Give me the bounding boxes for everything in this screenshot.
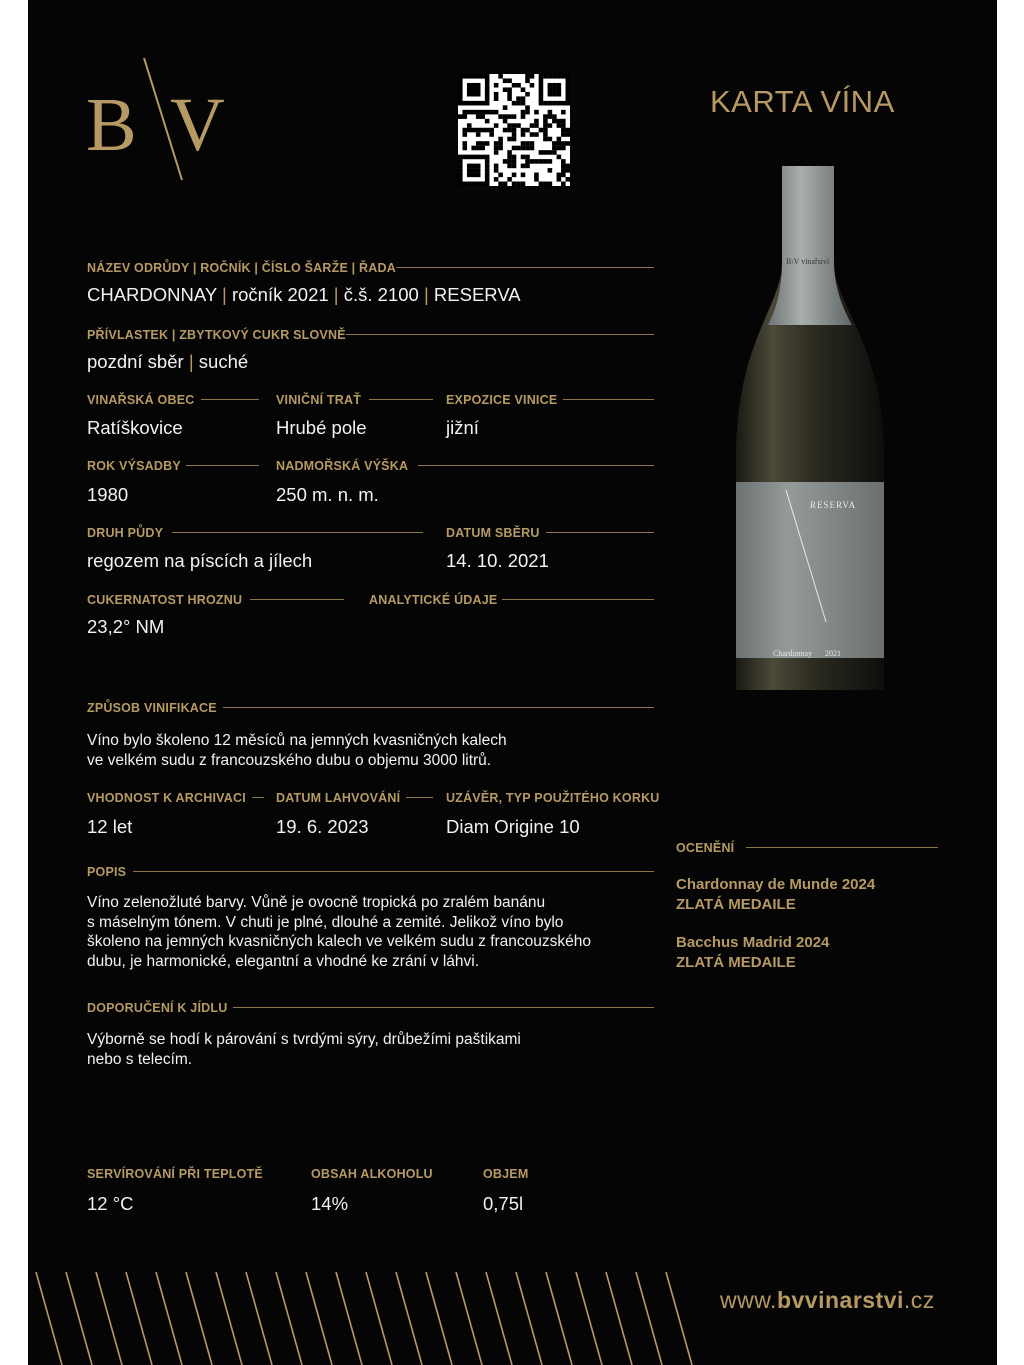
- value-closure: Diam Origine 10: [446, 816, 580, 837]
- svg-text:V: V: [170, 83, 225, 167]
- label-awards: OCENĚNÍ: [676, 841, 735, 855]
- label-alcohol: OBSAH ALKOHOLU: [311, 1167, 433, 1181]
- divider: [223, 707, 654, 708]
- website-link[interactable]: www.bvvinarstvi.cz: [720, 1287, 935, 1313]
- wine-card: [28, 0, 997, 1365]
- value-volume: 0,75l: [483, 1193, 524, 1214]
- text-line: nebo s telecím.: [87, 1050, 193, 1068]
- divider: [502, 599, 654, 600]
- value-harvest-date: 14. 10. 2021: [446, 550, 549, 571]
- value-attribute-line: pozdní sběr | suché: [87, 351, 249, 372]
- svg-text:B: B: [86, 83, 137, 167]
- value-altitude: 250 m. n. m.: [276, 484, 379, 505]
- food-text: [87, 1030, 657, 1069]
- divider: [418, 465, 654, 466]
- text-line: Víno bylo školeno 12 měsíců na jemných kvasničných kalech: [87, 732, 507, 749]
- label-variety: NÁZEV ODRŮDY | ROČNÍK | ČÍSLO ŠARŽE | ŘADA: [87, 261, 396, 275]
- variety-name: CHARDONNAY: [87, 284, 217, 305]
- divider: [252, 797, 264, 798]
- sweetness: suché: [198, 351, 249, 372]
- text-line: s máselným tónem. V chuti je plné, dlouhé a zemité. Jelikož víno bylo: [87, 913, 564, 931]
- value-sugar: 23,2° NM: [87, 616, 165, 637]
- batch-number: č.š. 2100: [343, 284, 419, 305]
- award-medal: ZLATÁ MEDAILE: [676, 895, 796, 913]
- label-altitude: NADMOŘSKÁ VÝŠKA: [276, 459, 409, 473]
- value-serving: 12 °C: [87, 1193, 134, 1214]
- attribute: pozdní sběr: [87, 351, 184, 372]
- value-vineyard: Hrubé pole: [276, 417, 367, 438]
- award-item: [676, 933, 829, 972]
- bottle-year-text: 2021: [825, 649, 841, 658]
- divider: [201, 399, 259, 400]
- value-alcohol: 14%: [311, 1193, 349, 1214]
- label-planting-year: ROK VÝSADBY: [87, 459, 181, 473]
- divider: [406, 797, 433, 798]
- award-competition: Chardonnay de Munde 2024: [676, 876, 876, 893]
- label-attribute: PŘÍVLASTEK | ZBYTKOVÝ CUKR SLOVNĚ: [87, 328, 346, 342]
- label-description: POPIS: [87, 865, 127, 879]
- award-medal: ZLATÁ MEDAILE: [676, 953, 796, 971]
- divider: [346, 334, 654, 335]
- label-harvest-date: DATUM SBĚRU: [446, 526, 540, 540]
- bottle-neck-text: B\V vinařství: [786, 257, 830, 266]
- value-archiving: 12 let: [87, 816, 133, 837]
- label-analytics: ANALYTICKÉ ÚDAJE: [369, 593, 498, 607]
- bottle-series-text: RESERVA: [810, 500, 857, 510]
- label-closure: UZÁVĚR, TYP POUŽITÉHO KORKU: [446, 791, 660, 805]
- value-planting-year: 1980: [87, 484, 129, 505]
- qr-code[interactable]: [458, 74, 570, 191]
- divider: [746, 847, 938, 848]
- label-serving: SERVÍROVÁNÍ PŘI TEPLOTĚ: [87, 1167, 263, 1181]
- label-village: VINAŘSKÁ OBEC: [87, 393, 195, 407]
- divider: [186, 465, 259, 466]
- label-vinification: ZPŮSOB VINIFIKACE: [87, 701, 217, 715]
- bottle-name-text: Chardonnay: [773, 649, 813, 658]
- value-bottling: 19. 6. 2023: [276, 816, 369, 837]
- label-archiving: VHODNOST K ARCHIVACI: [87, 791, 246, 805]
- value-soil: regozem na píscích a jílech: [87, 550, 313, 571]
- text-line: Víno zelenožluté barvy. Vůně je ovocně tropická po zralém banánu: [87, 894, 546, 911]
- award-competition: Bacchus Madrid 2024: [676, 934, 830, 951]
- text-line: Výborně se hodí k párování s tvrdými sýry, drůbežími paštikami: [87, 1031, 521, 1048]
- divider: [563, 399, 654, 400]
- divider: [172, 532, 423, 533]
- label-sugar: CUKERNATOST HROZNU: [87, 593, 243, 607]
- description-text: [87, 893, 657, 971]
- decorative-diagonal-lines: [28, 1272, 708, 1365]
- wine-bottle-image: [726, 160, 896, 705]
- vinification-text: [87, 731, 647, 770]
- card-title: KARTA VÍNA: [710, 84, 895, 119]
- divider: [233, 1007, 654, 1008]
- label-soil: DRUH PŮDY: [87, 526, 164, 540]
- label-volume: OBJEM: [483, 1167, 529, 1181]
- value-variety-line: CHARDONNAY | ročník 2021 | č.š. 2100 | RESERVA: [87, 284, 521, 305]
- divider: [546, 532, 654, 533]
- label-food: DOPORUČENÍ K JÍDLU: [87, 1001, 228, 1015]
- vintage: ročník 2021: [231, 284, 329, 305]
- divider: [369, 399, 433, 400]
- label-exposure: EXPOZICE VINICE: [446, 393, 558, 407]
- label-vineyard: VINIČNÍ TRAŤ: [276, 393, 362, 407]
- text-line: dubu, je harmonické, elegantní a vhodné ke zrání v láhvi.: [87, 952, 480, 970]
- divider: [250, 599, 344, 600]
- award-item: [676, 875, 875, 914]
- divider: [396, 267, 654, 268]
- divider: [133, 871, 654, 872]
- text-line: školeno na jemných kvasničných kalech ve velkém sudu z francouzského: [87, 933, 592, 950]
- text-line: ve velkém sudu z francouzského dubu o objemu 3000 litrů.: [87, 751, 492, 769]
- bv-logo: [86, 58, 236, 193]
- value-exposure: jižní: [446, 417, 479, 438]
- series: RESERVA: [433, 284, 521, 305]
- label-bottling: DATUM LAHVOVÁNÍ: [276, 791, 401, 805]
- value-village: Ratíškovice: [87, 417, 183, 438]
